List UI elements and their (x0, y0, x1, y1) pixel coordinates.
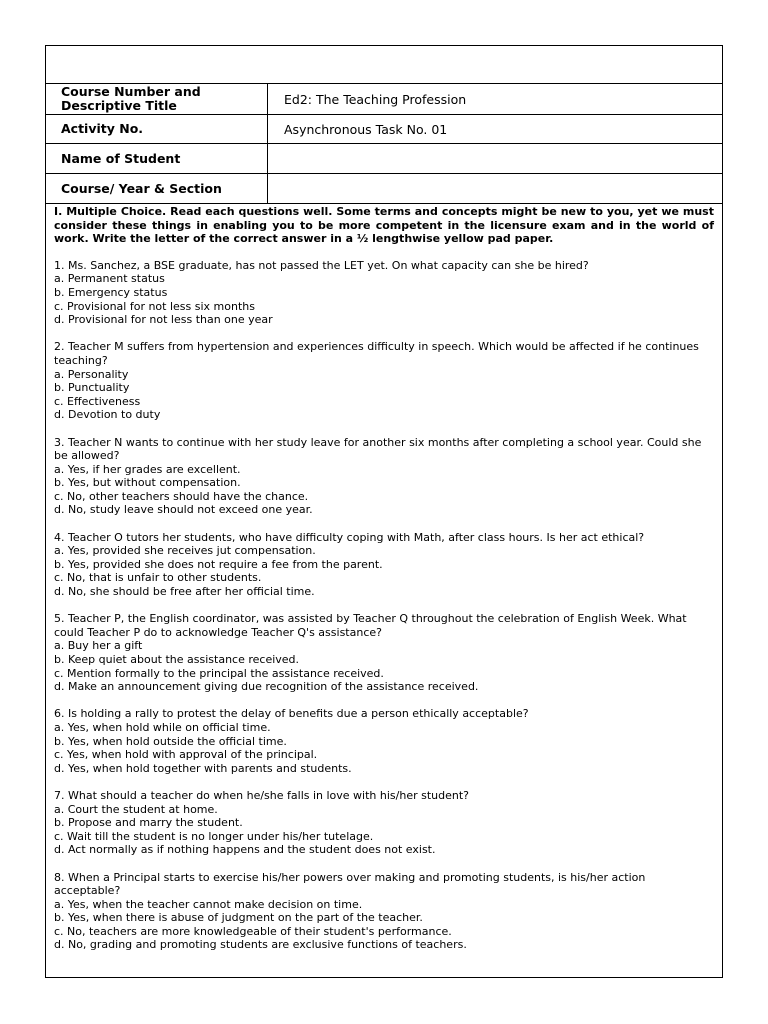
answer-choice: d. No, grading and promoting students are exclusive functions of teachers. (54, 938, 467, 952)
answer-choice: a. Court the student at home. (54, 802, 218, 816)
student-label: Name of Student (46, 144, 268, 173)
section-value[interactable] (268, 174, 722, 203)
answer-choice: c. Provisional for not less six months (54, 299, 255, 313)
question-item (54, 531, 714, 599)
student-row (46, 144, 722, 174)
section-row (46, 174, 722, 204)
question-stem: 6. Is holding a rally to protest the delay of benefits due a person ethically acceptable? (54, 707, 529, 721)
questions-section (54, 205, 714, 966)
activity-label: Activity No. (46, 115, 268, 143)
answer-choice: b. Yes, provided she does not require a fee from the parent. (54, 557, 383, 571)
answer-choice: c. Effectiveness (54, 394, 141, 408)
answer-choice: b. Keep quiet about the assistance received. (54, 653, 300, 666)
question-stem: 1. Ms. Sanchez, a BSE graduate, has not passed the LET yet. On what capacity can she be hired? (54, 258, 589, 272)
question-item (54, 259, 714, 327)
course-label: Course Number and Descriptive Title (46, 84, 268, 114)
answer-choice: c. No, that is unfair to other students. (54, 571, 262, 585)
question-item (54, 707, 714, 775)
header-blank-row (46, 46, 722, 84)
answer-choice: a. Yes, provided she receives jut compensation. (54, 544, 316, 558)
answer-choice: b. Yes, but without compensation. (54, 476, 241, 490)
question-item (54, 871, 714, 953)
answer-choice: c. Yes, when hold with approval of the principal. (54, 748, 318, 762)
question-stem: 8. When a Principal starts to exercise his/her powers over making and promoting students, is his/her action acceptable? (54, 870, 646, 898)
answer-choice: d. Yes, when hold together with parents and students. (54, 761, 352, 775)
answer-choice: c. No, teachers are more knowledgeable of their student's performance. (54, 924, 452, 938)
answer-choice: d. Provisional for not less than one year (54, 313, 273, 327)
answer-choice: a. Personality (54, 367, 129, 381)
answer-choice: b. Yes, when hold outside the official time. (54, 734, 287, 748)
answer-choice: c. Wait till the student is no longer under his/her tutelage. (54, 829, 374, 843)
answer-choice: a. Yes, if her grades are excellent. (54, 462, 241, 476)
instructions: I. Multiple Choice. Read each questions well. Some terms and concepts might be new to you, yet we must consider these things in enabling you to be more competent in the licensure exam and in the world of work. Write the letter of the correct answer in a ½ lengthwise yellow pad paper. (54, 205, 714, 246)
answer-choice: b. Propose and marry the student. (54, 816, 243, 830)
answer-choice: a. Buy her a gift (54, 639, 143, 653)
question-stem: 3. Teacher N wants to continue with her study leave for another six months after completing a school year. Could she be allowed? (54, 435, 702, 463)
answer-choice: d. Devotion to duty (54, 408, 161, 422)
answer-choice: a. Yes, when hold while on official time. (54, 720, 271, 734)
answer-choice: a. Yes, when the teacher cannot make decision on time. (54, 897, 363, 911)
answer-choice: b. Yes, when there is abuse of judgment on the part of the teacher. (54, 911, 423, 925)
question-stem: 5. Teacher P, the English coordinator, was assisted by Teacher Q throughout the celebration of English Week. What could Teacher P do to acknowledge Teacher Q's assistance? (54, 612, 687, 639)
section-label: Course/ Year & Section (46, 174, 268, 203)
answer-choice: d. No, study leave should not exceed one year. (54, 503, 313, 517)
answer-choice: b. Punctuality (54, 381, 130, 395)
answer-choice: c. Mention formally to the principal the assistance received. (54, 666, 384, 680)
answer-choice: d. Make an announcement giving due recognition of the assistance received. (54, 680, 479, 694)
question-stem: 4. Teacher O tutors her students, who have difficulty coping with Math, after class hours. Is her act ethical? (54, 530, 645, 544)
answer-choice: c. No, other teachers should have the chance. (54, 489, 309, 503)
activity-sheet (45, 45, 723, 978)
answer-choice: b. Emergency status (54, 285, 168, 299)
answer-choice: a. Permanent status (54, 272, 165, 286)
question-item (54, 612, 714, 694)
course-value: Ed2: The Teaching Profession (284, 91, 467, 107)
course-row (46, 84, 722, 115)
question-item (54, 436, 714, 518)
answer-choice: d. No, she should be free after her official time. (54, 585, 315, 599)
question-list (54, 259, 714, 952)
question-item (54, 789, 714, 857)
question-stem: 2. Teacher M suffers from hypertension and experiences difficulty in speech. Which would be affected if he continues teaching? (54, 340, 699, 367)
activity-value: Asynchronous Task No. 01 (284, 121, 448, 137)
question-stem: 7. What should a teacher do when he/she falls in love with his/her student? (54, 788, 470, 802)
question-item (54, 340, 714, 422)
activity-row (46, 115, 722, 144)
student-value[interactable] (268, 144, 722, 173)
answer-choice: d. Act normally as if nothing happens and the student does not exist. (54, 843, 436, 857)
